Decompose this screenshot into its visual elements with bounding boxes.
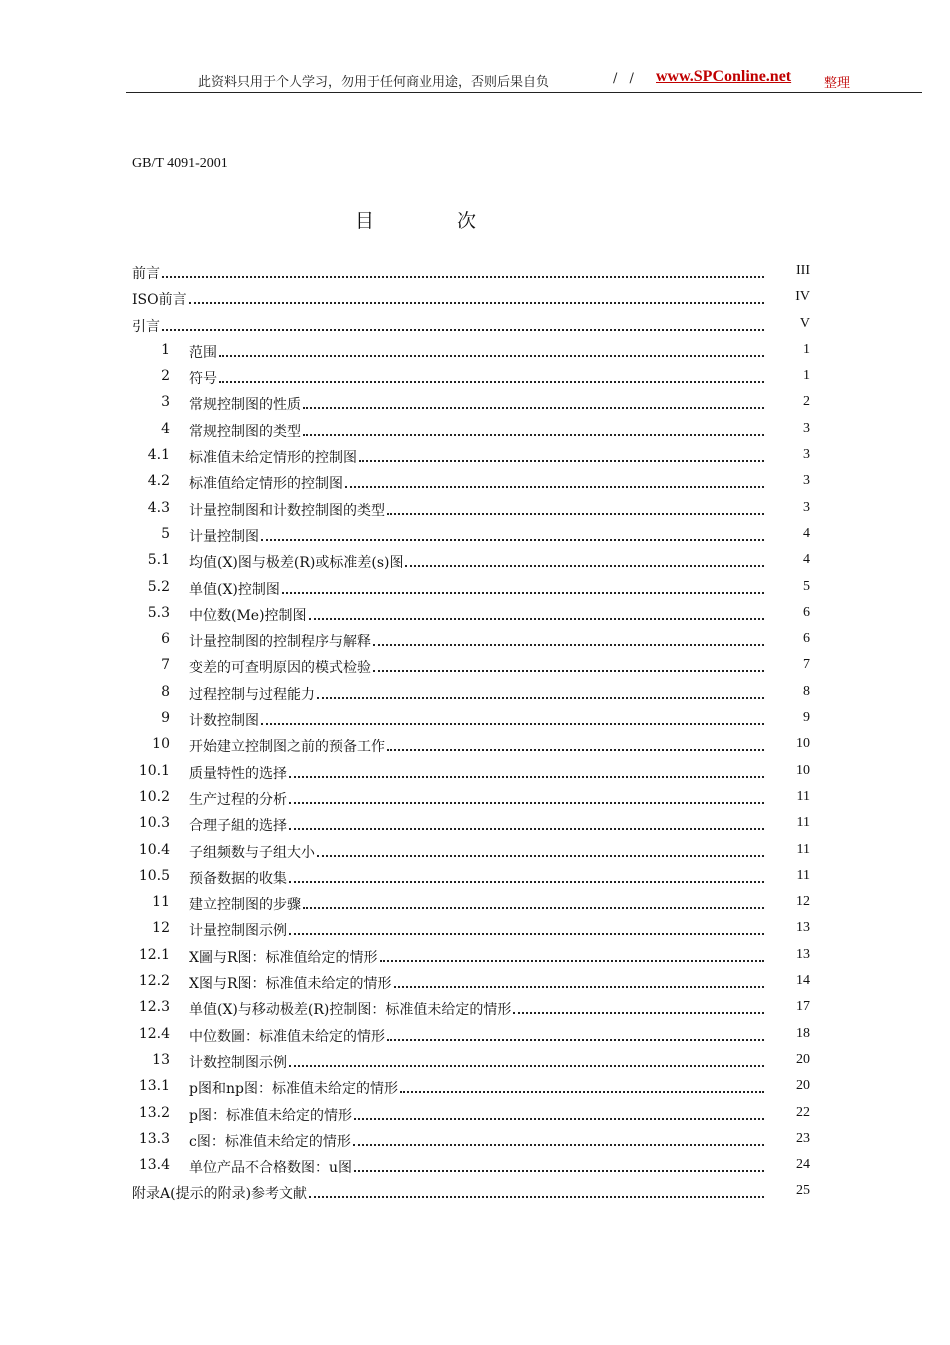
toc-entry-page: V	[799, 315, 810, 331]
toc-entry-page: 1	[803, 341, 810, 357]
toc-entry[interactable]	[132, 1049, 822, 1075]
toc-entry-label: 常规控制图的性质	[189, 397, 301, 414]
toc-entry-page: 11	[796, 788, 810, 804]
toc-entry-line	[189, 605, 766, 625]
toc-entry-label: 计数控制图	[189, 713, 259, 730]
toc-entry-label: 单值(X)控制图	[189, 581, 280, 598]
toc-entry[interactable]	[132, 1154, 822, 1180]
toc-leader-dots	[405, 565, 764, 567]
toc-entry[interactable]	[132, 944, 822, 970]
toc-entry-number: 8	[161, 683, 170, 700]
toc-leader-dots	[387, 513, 764, 515]
toc-leader-dots	[289, 828, 764, 830]
toc-entry-page: 18	[796, 1025, 810, 1041]
toc-entry-line	[189, 842, 766, 862]
toc-entry-line	[189, 684, 766, 704]
toc-entry-number: 10.1	[138, 762, 170, 779]
toc-leader-dots	[219, 381, 764, 383]
toc-entry[interactable]	[132, 470, 822, 496]
toc-entry-line	[189, 947, 766, 967]
toc-entry-number: 10.5	[138, 867, 170, 884]
toc-entry-number: 3	[161, 394, 170, 411]
toc-entry-label: 质量特性的选择	[189, 765, 287, 782]
toc-leader-dots	[345, 486, 764, 488]
toc-entry-line	[189, 1131, 766, 1151]
toc-entry-page: 13	[796, 946, 810, 962]
title-right-char: 次	[457, 210, 477, 232]
toc-entry-number: 10.4	[138, 841, 170, 858]
toc-entry-page: 17	[796, 999, 810, 1015]
toc-leader-dots	[289, 802, 764, 804]
toc-entry-number: 5.2	[147, 578, 170, 595]
header-site-link[interactable]: www.SPConline.net	[656, 68, 792, 85]
toc-entry[interactable]	[132, 865, 822, 891]
toc-entry-line	[189, 710, 766, 730]
toc-entry-line	[189, 394, 766, 414]
toc-entry-label: 中位数圖：标准值未给定的情形	[189, 1028, 385, 1045]
toc-leader-dots	[380, 960, 764, 962]
toc-entry[interactable]	[132, 1102, 822, 1128]
page-header	[126, 68, 922, 93]
toc-entry-label: 均值(X)图与极差(R)或标准差(s)图	[189, 555, 404, 572]
toc-entry[interactable]	[132, 391, 822, 417]
toc-entry-label: 标准值未给定情形的控制图	[189, 450, 357, 467]
toc-entry[interactable]	[132, 681, 822, 707]
toc-entry-label: 标准值给定情形的控制图	[189, 476, 343, 493]
document-number: GB/T 4091-2001	[132, 156, 228, 171]
toc-entry-label: 预备数据的收集	[189, 870, 287, 887]
toc-entry-label: 附录A(提示的附录)参考文献	[132, 1186, 308, 1203]
toc-entry-number: 12.1	[138, 946, 170, 963]
toc-entry-line	[132, 263, 766, 283]
toc-entry-number: 13	[152, 1051, 170, 1068]
toc-entry-line	[189, 631, 766, 651]
toc-leader-dots	[359, 460, 764, 462]
toc-entry-page: 10	[796, 736, 810, 752]
toc-leader-dots	[303, 407, 764, 409]
toc-entry-number: 10.2	[138, 788, 170, 805]
toc-entry[interactable]	[132, 970, 822, 996]
toc-entry[interactable]	[132, 654, 822, 680]
toc-entry[interactable]	[132, 444, 822, 470]
toc-entry-line	[189, 1157, 766, 1177]
toc-entry-page: 11	[796, 815, 810, 831]
toc-entry-line	[132, 316, 766, 336]
toc-entry[interactable]	[132, 1180, 822, 1206]
toc-entry-page: 11	[796, 841, 810, 857]
toc-entry-label: 计量控制图和计数控制图的类型	[189, 502, 385, 519]
toc-entry-page: 6	[803, 631, 810, 647]
toc-leader-dots	[303, 434, 764, 436]
toc-entry-page: III	[796, 263, 810, 278]
toc-entry-label: 开始建立控制图之前的预备工作	[189, 739, 385, 756]
toc-entry-number: 5.1	[147, 552, 170, 569]
toc-entry-page: 22	[796, 1104, 810, 1120]
toc-entry[interactable]	[132, 602, 822, 628]
toc-entry-label: 子组频数与子组大小	[189, 844, 315, 861]
toc-entry-page: 10	[796, 762, 810, 778]
toc-leader-dots	[373, 644, 764, 646]
toc-entry-number: 13.2	[138, 1104, 170, 1121]
toc-entry-page: 8	[803, 683, 810, 699]
toc-entry-line	[132, 289, 766, 309]
toc-leader-dots	[189, 302, 764, 304]
toc-entry-label: p图：标准值未给定的情形	[189, 1107, 352, 1124]
toc-entry-number: 1	[161, 341, 170, 358]
toc-entry-label: 常规控制图的类型	[189, 423, 301, 440]
toc-entry-number: 7	[161, 657, 170, 674]
toc-entry[interactable]	[132, 365, 822, 391]
toc-entry-number: 9	[161, 710, 170, 727]
toc-leader-dots	[309, 1196, 764, 1198]
toc-entry-page: 20	[796, 1051, 810, 1067]
toc-entry[interactable]	[132, 760, 822, 786]
toc-entry-number: 13.3	[138, 1130, 170, 1147]
toc-entry[interactable]	[132, 812, 822, 838]
toc-entry-label: 单位产品不合格数图：u图	[189, 1160, 353, 1177]
toc-leader-dots	[303, 907, 764, 909]
toc-entry[interactable]	[132, 339, 822, 365]
toc-entry-line	[189, 500, 766, 520]
toc-entry-label: 前言	[132, 266, 160, 282]
toc-entry[interactable]	[132, 891, 822, 917]
toc-entry-page: 11	[796, 867, 810, 883]
toc-entry-page: 3	[803, 473, 810, 489]
header-tail: 整理	[824, 76, 851, 91]
toc-entry-page: 12	[796, 894, 810, 910]
toc-entry-label: 单值(X)与移动极差(R)控制图：标准值未给定的情形	[189, 1002, 512, 1019]
toc-entry-label: 计量控制图的控制程序与解释	[189, 634, 371, 651]
toc-entry-page: 20	[796, 1078, 810, 1094]
toc-entry-number: 12.3	[138, 999, 170, 1016]
toc-entry[interactable]	[132, 1023, 822, 1049]
toc-leader-dots	[289, 933, 764, 935]
toc-entry-number: 12.2	[138, 973, 170, 990]
toc-entry-line	[189, 1052, 766, 1072]
toc-leader-dots	[282, 592, 764, 594]
toc-leader-dots	[400, 1091, 764, 1093]
toc-entry-line	[189, 1078, 766, 1098]
toc-entry-number: 12	[152, 920, 170, 937]
toc-entry-line	[189, 447, 766, 467]
toc-entry-page: 6	[803, 604, 810, 620]
header-slashes: / /	[613, 71, 638, 86]
toc-entry-number: 4.3	[147, 499, 170, 516]
toc-entry-number: 13.1	[138, 1078, 170, 1095]
toc-entry[interactable]	[132, 1075, 822, 1101]
toc-entry-number: 4	[161, 420, 170, 437]
toc-leader-dots	[309, 618, 764, 620]
toc-leader-dots	[513, 1012, 764, 1014]
toc-entry[interactable]	[132, 497, 822, 523]
toc-entry[interactable]	[132, 1128, 822, 1154]
toc-entry-page: 13	[796, 920, 810, 936]
toc-entry[interactable]	[132, 576, 822, 602]
toc-entry-number: 5.3	[147, 604, 170, 621]
toc-entry-label: 符号	[189, 371, 217, 388]
toc-entry-line	[189, 657, 766, 677]
toc-entry-line	[189, 973, 766, 993]
toc-entry-line	[189, 579, 766, 599]
toc-entry-page: 7	[803, 657, 810, 673]
toc-entry-page: 25	[796, 1183, 810, 1199]
title-left-char: 目	[355, 210, 375, 232]
toc-entry-line	[189, 815, 766, 835]
toc-entry-page: 23	[796, 1130, 810, 1146]
table-of-contents	[132, 260, 822, 1207]
toc-entry-label: 计数控制图示例	[189, 1054, 287, 1071]
toc-entry-page: 24	[796, 1157, 810, 1173]
toc-entry[interactable]	[132, 707, 822, 733]
toc-entry-page: 9	[803, 710, 810, 726]
toc-entry[interactable]	[132, 733, 822, 759]
toc-leader-dots	[354, 1118, 764, 1120]
toc-entry-page: 2	[803, 394, 810, 410]
toc-entry-page: 4	[803, 552, 810, 568]
toc-entry-label: 变差的可查明原因的模式检验	[189, 660, 371, 677]
toc-entry-number: 4.2	[147, 473, 170, 490]
toc-leader-dots	[289, 881, 764, 883]
toc-leader-dots	[394, 986, 764, 988]
toc-entry-line	[189, 342, 766, 362]
toc-entry-line	[189, 473, 766, 493]
toc-entry-page: 5	[803, 578, 810, 594]
toc-entry-line	[132, 1183, 766, 1203]
toc-entry-page: IV	[795, 289, 810, 305]
toc-entry-label: 范围	[189, 344, 217, 361]
toc-leader-dots	[289, 1065, 764, 1067]
toc-leader-dots	[353, 1144, 764, 1146]
toc-leader-dots	[289, 776, 764, 778]
toc-entry-line	[189, 894, 766, 914]
header-note: 此资料只用于个人学习，勿用于任何商业用途，否则后果自负	[198, 75, 550, 90]
toc-leader-dots	[354, 1170, 764, 1172]
toc-entry-label: 建立控制图的步骤	[189, 897, 301, 914]
toc-entry-page: 1	[803, 368, 810, 384]
toc-entry-label: 中位数(Me)控制图	[189, 607, 307, 624]
toc-leader-dots	[219, 355, 764, 357]
toc-entry-label: c图：标准值未给定的情形	[189, 1133, 351, 1150]
toc-leader-dots	[387, 1039, 764, 1041]
toc-leader-dots	[387, 749, 764, 751]
toc-entry-line	[189, 368, 766, 388]
toc-entry-label: 过程控制与过程能力	[189, 686, 315, 703]
toc-entry[interactable]	[132, 549, 822, 575]
toc-entry-number: 5	[161, 525, 170, 542]
toc-entry-number: 11	[152, 894, 170, 911]
toc-entry-number: 4.1	[147, 447, 170, 464]
toc-entry-line	[189, 789, 766, 809]
toc-entry-label: 生产过程的分析	[189, 791, 287, 808]
toc-entry-number: 12.4	[138, 1025, 170, 1042]
toc-entry-line	[189, 920, 766, 940]
toc-entry-label: 计量控制图示例	[189, 923, 287, 940]
toc-leader-dots	[261, 539, 764, 541]
toc-entry[interactable]	[132, 996, 822, 1022]
toc-leader-dots	[261, 723, 764, 725]
toc-entry-page: 3	[803, 420, 810, 436]
toc-entry-number: 13.4	[138, 1157, 170, 1174]
toc-entry[interactable]	[132, 917, 822, 943]
toc-leader-dots	[162, 276, 764, 278]
toc-entry-line	[189, 868, 766, 888]
toc-entry-label: X图与R图：标准值未给定的情形	[189, 976, 392, 993]
toc-entry[interactable]	[132, 523, 822, 549]
toc-entry-label: 计量控制图	[189, 528, 259, 545]
toc-entry[interactable]	[132, 260, 822, 286]
toc-entry-line	[189, 1105, 766, 1125]
toc-entry-line	[189, 526, 766, 546]
toc-entry-label: 合理子組的选择	[189, 818, 287, 835]
toc-entry[interactable]	[132, 628, 822, 654]
toc-entry-page: 3	[803, 447, 810, 463]
toc-entry-line	[189, 736, 766, 756]
toc-entry-line	[189, 552, 766, 572]
toc-entry-line	[189, 421, 766, 441]
toc-entry[interactable]	[132, 286, 822, 312]
toc-entry-number: 6	[161, 631, 170, 648]
toc-leader-dots	[317, 855, 764, 857]
toc-entry-label: 引言	[132, 318, 160, 335]
toc-entry-line	[189, 1026, 766, 1046]
toc-leader-dots	[317, 697, 764, 699]
toc-entry[interactable]	[132, 418, 822, 444]
toc-entry-label: p图和np图：标准值未给定的情形	[189, 1081, 398, 1098]
toc-entry-number: 10.3	[138, 815, 170, 832]
toc-entry-page: 3	[803, 499, 810, 515]
toc-leader-dots	[162, 329, 764, 331]
toc-entry-number: 10	[152, 736, 170, 753]
toc-entry-label: ISO前言	[132, 292, 187, 309]
toc-entry-label: X圖与R图：标准值给定的情形	[189, 949, 378, 966]
toc-entry[interactable]	[132, 839, 822, 865]
toc-entry-line	[189, 763, 766, 783]
toc-entry-line	[189, 999, 766, 1019]
toc-leader-dots	[373, 670, 764, 672]
toc-entry-page: 14	[796, 973, 810, 989]
toc-entry-page: 4	[803, 525, 810, 541]
toc-entry[interactable]	[132, 313, 822, 339]
toc-entry-number: 2	[161, 368, 170, 385]
toc-entry[interactable]	[132, 786, 822, 812]
